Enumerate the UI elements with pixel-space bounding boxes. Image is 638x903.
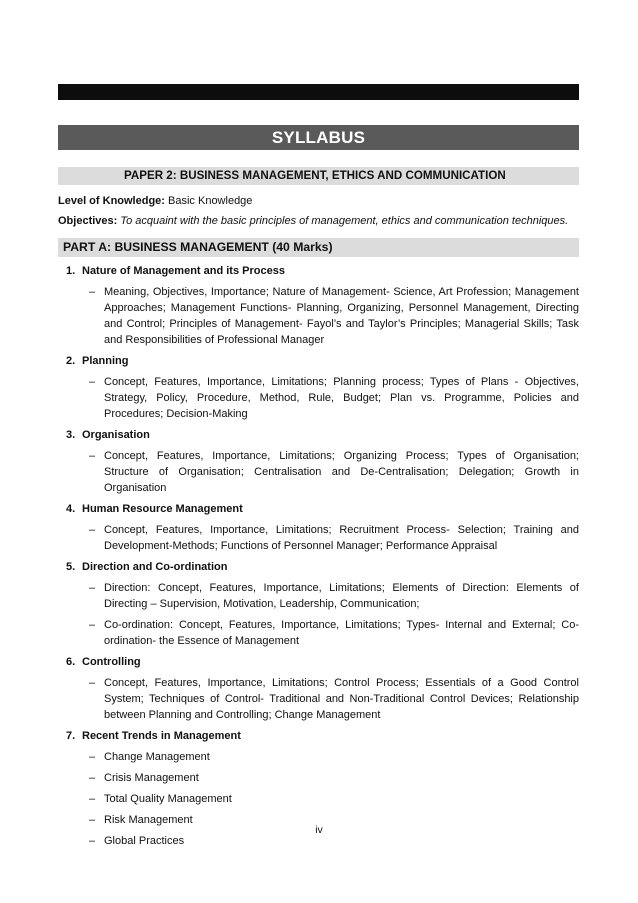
paper-title: PAPER 2: BUSINESS MANAGEMENT, ETHICS AND COMMUNICATION — [124, 169, 506, 182]
point-text: Total Quality Management — [104, 793, 232, 805]
syllabus-banner: SYLLABUS — [58, 125, 579, 150]
level-of-knowledge — [58, 194, 579, 208]
topic-points — [58, 374, 579, 422]
dash-bullet-icon: – — [89, 619, 96, 631]
topic-number: 4. — [66, 503, 76, 515]
point-text: Change Management — [104, 751, 210, 763]
list-item — [58, 770, 579, 786]
topic-title: Human Resource Management — [82, 503, 243, 515]
topic-title: Direction and Co-ordination — [82, 561, 228, 573]
dash-bullet-icon: – — [89, 677, 96, 689]
topic-section — [58, 560, 579, 649]
dash-bullet-icon: – — [89, 524, 96, 536]
topic-points — [58, 580, 579, 649]
topic-number: 5. — [66, 561, 76, 573]
topic-points — [58, 448, 579, 496]
part-a-banner — [58, 238, 579, 257]
level-label: Level of Knowledge: — [58, 195, 165, 207]
topic-section — [58, 264, 579, 348]
point-text: Crisis Management — [104, 772, 199, 784]
topic-section — [58, 428, 579, 496]
topic-title: Organisation — [82, 429, 150, 441]
objectives-label: Objectives: — [58, 215, 118, 227]
page-number: iv — [315, 824, 323, 836]
topic-title: Nature of Management and its Process — [82, 265, 285, 277]
list-item — [58, 448, 579, 496]
topic-title: Planning — [82, 355, 129, 367]
point-text: Co-ordination: Concept, Features, Importance, Limitations; Types- Internal and External; Co-ordination- the Essence of Management — [104, 619, 579, 647]
topic-heading — [66, 729, 579, 743]
dash-bullet-icon: – — [89, 835, 96, 847]
topic-title: Recent Trends in Management — [82, 730, 241, 742]
topic-number: 3. — [66, 429, 76, 441]
topic-heading — [66, 354, 579, 368]
topic-heading — [66, 264, 579, 278]
objectives-value: To acquaint with the basic principles of management, ethics and communication techniques. — [120, 215, 569, 227]
point-text: Meaning, Objectives, Importance; Nature of Management- Science, Art Profession; Management Approaches; Management Functions- Planning, Organizing, Personnel Management, Directing and Control; Principles of Management- Fayol’s and Taylor’s Principles; Managerial Skills; Task and Responsibilities of Professional Manager — [104, 286, 579, 346]
topic-number: 1. — [66, 265, 76, 277]
topic-number: 6. — [66, 656, 76, 668]
topic-points — [58, 522, 579, 554]
topic-title: Controlling — [82, 656, 141, 668]
point-text: Concept, Features, Importance, Limitations; Recruitment Process- Selection; Training and Development-Methods; Functions of Personnel Manager; Performance Appraisal — [104, 524, 579, 552]
list-item — [58, 374, 579, 422]
point-text: Concept, Features, Importance, Limitations; Planning process; Types of Plans - Objectives, Strategy, Policy, Procedure, Method, Rule, Budget; Plan vs. Programme, Policies and Procedures; Decision-Making — [104, 376, 579, 420]
dash-bullet-icon: – — [89, 793, 96, 805]
dash-bullet-icon: – — [89, 376, 96, 388]
list-item — [58, 675, 579, 723]
dash-bullet-icon: – — [89, 772, 96, 784]
dash-bullet-icon: – — [89, 286, 96, 298]
topic-number: 7. — [66, 730, 76, 742]
topic-points — [58, 284, 579, 348]
list-item — [58, 522, 579, 554]
list-item — [58, 284, 579, 348]
list-item — [58, 580, 579, 612]
topic-points — [58, 675, 579, 723]
dash-bullet-icon: – — [89, 814, 96, 826]
point-text: Concept, Features, Importance, Limitations; Control Process; Essentials of a Good Control System; Techniques of Control- Traditional and Non-Traditional Control Devices; Relationship between Planning and Controlling; Change Management — [104, 677, 579, 721]
topic-heading — [66, 560, 579, 574]
point-text: Concept, Features, Importance, Limitations; Organizing Process; Types of Organisation; Structure of Organisation; Centralisation and De-Centralisation; Delegation; Growth in Organisation — [104, 450, 579, 494]
topic-heading — [66, 502, 579, 516]
topic-heading — [66, 655, 579, 669]
topic-list — [58, 264, 579, 855]
level-value: Basic Knowledge — [168, 195, 253, 207]
paper-title-banner — [58, 167, 579, 185]
list-item — [58, 617, 579, 649]
dash-bullet-icon: – — [89, 582, 96, 594]
objectives — [58, 214, 579, 228]
topic-section — [58, 502, 579, 554]
topic-section — [58, 354, 579, 422]
topic-number: 2. — [66, 355, 76, 367]
topic-heading — [66, 428, 579, 442]
list-item — [58, 749, 579, 765]
point-text: Global Practices — [104, 835, 185, 847]
list-item — [58, 791, 579, 807]
top-rule-bar — [58, 84, 579, 100]
part-a-title: PART A: BUSINESS MANAGEMENT (40 Marks) — [63, 240, 333, 254]
topic-section — [58, 655, 579, 723]
dash-bullet-icon: – — [89, 751, 96, 763]
point-text: Direction: Concept, Features, Importance, Limitations; Elements of Direction: Elements of Directing – Supervision, Motivation, Leadership, Communication; — [104, 582, 579, 610]
dash-bullet-icon: – — [89, 450, 96, 462]
point-text: Risk Management — [104, 814, 193, 826]
